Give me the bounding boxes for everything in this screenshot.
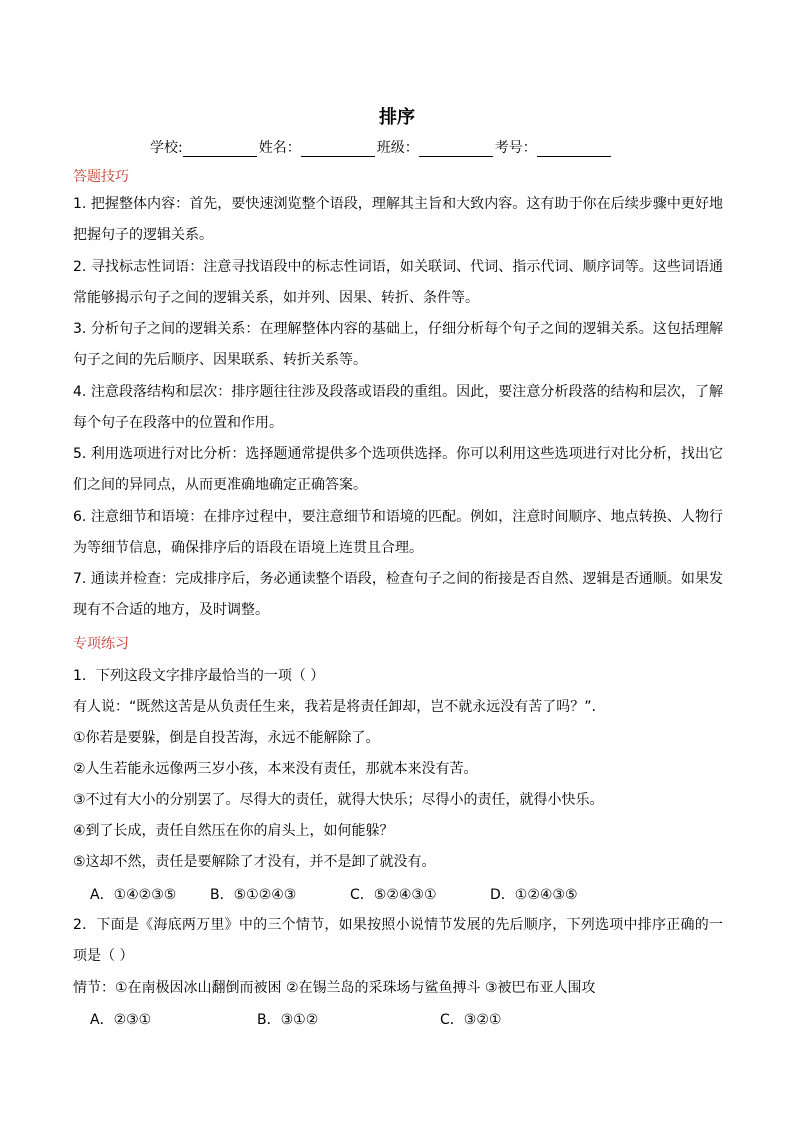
practice-heading: 专项练习 bbox=[73, 636, 129, 652]
q1-intro: 有人说：“既然这苦是从负责任生来，我若是将责任卸却，岂不就永远没有苦了吗？”. bbox=[73, 699, 596, 715]
tip-6: 6. 注意细节和语境：在排序过程中，要注意细节和语境的匹配。例如，注意时间顺序、地点转换、人物行为等细节信息，确保排序后的语段在语境上连贯且合理。 bbox=[73, 509, 723, 556]
q1-sentence-2: ②人生若能永远像两三岁小孩，本来没有责任，那就本来没有苦。 bbox=[73, 761, 478, 777]
tip-1: 1. 把握整体内容：首先，要快速浏览整个语段，理解其主旨和大致内容。这有助于你在后续步骤中更好地把握句子的逻辑关系。 bbox=[73, 196, 723, 243]
q1-sentence-4: ④到了长成，责任自然压在你的肩头上，如何能躲？ bbox=[73, 823, 394, 839]
q2-option-b[interactable]: B．③①② bbox=[257, 1012, 319, 1028]
q1-sentence-5: ⑤这却不然，责任是要解除了才没有，并不是卸了就没有。 bbox=[73, 854, 436, 870]
name-label: 姓名： bbox=[258, 140, 301, 156]
tip-7: 7. 通读并检查：完成排序后，务必通读整个语段，检查句子之间的衔接是否自然、逻辑是否通顺。如果发现有不合适的地方，及时调整。 bbox=[73, 571, 723, 618]
q1-option-d[interactable]: D．①②④③⑤ bbox=[490, 887, 578, 903]
class-blank[interactable] bbox=[419, 142, 493, 157]
tip-2: 2. 寻找标志性词语：注意寻找语段中的标志性词语，如关联词、代词、指示代词、顺序词等。这些词语通常能够揭示句子之间的逻辑关系，如并列、因果、转折、条件等。 bbox=[73, 259, 723, 306]
q1-option-b[interactable]: B．⑤①②④③ bbox=[210, 887, 297, 903]
school-blank[interactable] bbox=[183, 142, 257, 157]
q1-stem: 1．下列这段文字排序最恰当的一项（ ） bbox=[73, 668, 325, 684]
q2-plots: 情节：①在南极因冰山翻倒而被困 ②在锡兰岛的采珠场与鲨鱼搏斗 ③被巴布亚人围攻 bbox=[73, 980, 596, 996]
tips-heading: 答题技巧 bbox=[73, 169, 129, 185]
q1-option-a[interactable]: A．①④②③⑤ bbox=[90, 887, 177, 903]
class-label: 班级： bbox=[376, 140, 419, 156]
student-info-line bbox=[150, 137, 670, 157]
q2-option-a[interactable]: A．②③① bbox=[90, 1012, 152, 1028]
q2-stem: 2．下面是《海底两万里》中的三个情节，如果按照小说情节发展的先后顺序，下列选项中排序正确的一项是（ ） bbox=[73, 917, 723, 964]
q1-option-c[interactable]: C．⑤②④③① bbox=[350, 887, 437, 903]
page-title: 排序 bbox=[379, 107, 415, 128]
id-label: 考号： bbox=[494, 140, 537, 156]
q2-option-c[interactable]: C．③②① bbox=[440, 1012, 502, 1028]
q1-sentence-1: ①你若是要躲，倒是自投苦海，永远不能解除了。 bbox=[73, 730, 380, 746]
q1-options bbox=[90, 884, 578, 904]
q2-options bbox=[90, 1009, 501, 1029]
id-blank[interactable] bbox=[537, 142, 611, 157]
school-label: 学校: bbox=[150, 140, 183, 156]
name-blank[interactable] bbox=[301, 142, 375, 157]
q1-sentence-3: ③不过有大小的分别罢了。尽得大的责任，就得大快乐；尽得小的责任，就得小快乐。 bbox=[73, 792, 604, 808]
tip-5: 5. 利用选项进行对比分析：选择题通常提供多个选项供选择。你可以利用这些选项进行对比分析，找出它们之间的异同点，从而更准确地确定正确答案。 bbox=[73, 446, 723, 493]
tip-3: 3. 分析句子之间的逻辑关系：在理解整体内容的基础上，仔细分析每个句子之间的逻辑关系。这包括理解句子之间的先后顺序、因果联系、转折关系等。 bbox=[73, 321, 723, 368]
tip-4: 4. 注意段落结构和层次：排序题往往涉及段落或语段的重组。因此，要注意分析段落的结构和层次，了解每个句子在段落中的位置和作用。 bbox=[73, 384, 723, 431]
